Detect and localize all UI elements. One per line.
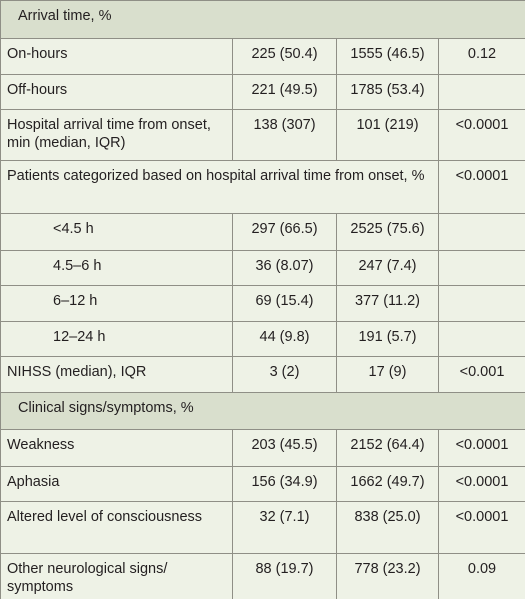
cell-value: 138 (307) bbox=[233, 110, 337, 161]
table-row-sub bbox=[1, 322, 525, 357]
table-row bbox=[1, 467, 525, 502]
cell-value: 69 (15.4) bbox=[233, 286, 337, 322]
cell-value: 1785 (53.4) bbox=[337, 75, 439, 110]
cell-value: <0.0001 bbox=[439, 467, 525, 502]
table-row bbox=[1, 110, 525, 161]
cell-value: 225 (50.4) bbox=[233, 39, 337, 75]
table-row-spanning bbox=[1, 161, 525, 214]
row-label: On-hours bbox=[1, 39, 233, 75]
cell-value: 297 (66.5) bbox=[233, 214, 337, 251]
cell-value: <0.0001 bbox=[439, 430, 525, 467]
section-row-arrival-time bbox=[1, 1, 525, 39]
row-label: 4.5–6 h bbox=[1, 251, 233, 286]
row-label: Weakness bbox=[1, 430, 233, 467]
table-row-sub bbox=[1, 251, 525, 286]
row-label: <4.5 h bbox=[1, 214, 233, 251]
section-row-clinical-signs bbox=[1, 393, 525, 430]
cell-value bbox=[439, 214, 525, 251]
cell-value: <0.0001 bbox=[439, 502, 525, 554]
cell-value: <0.001 bbox=[439, 357, 525, 393]
cell-value: 1555 (46.5) bbox=[337, 39, 439, 75]
cell-value: <0.0001 bbox=[439, 161, 525, 214]
cell-value: 203 (45.5) bbox=[233, 430, 337, 467]
cell-value: 191 (5.7) bbox=[337, 322, 439, 357]
cell-value: 101 (219) bbox=[337, 110, 439, 161]
cell-value bbox=[439, 322, 525, 357]
row-label: 12–24 h bbox=[1, 322, 233, 357]
cell-value: 778 (23.2) bbox=[337, 554, 439, 599]
cell-value: 2525 (75.6) bbox=[337, 214, 439, 251]
row-label: Patients categorized based on hospital arrival time from onset, % bbox=[1, 161, 439, 214]
section-label: Arrival time, % bbox=[1, 1, 525, 39]
cell-value bbox=[439, 286, 525, 322]
cell-value: 88 (19.7) bbox=[233, 554, 337, 599]
cell-value: 17 (9) bbox=[337, 357, 439, 393]
section-label: Clinical signs/symptoms, % bbox=[1, 393, 525, 430]
cell-value: 377 (11.2) bbox=[337, 286, 439, 322]
row-label: Altered level of consciousness bbox=[1, 502, 233, 554]
cell-value: 1662 (49.7) bbox=[337, 467, 439, 502]
cell-value: <0.0001 bbox=[439, 110, 525, 161]
cell-value: 838 (25.0) bbox=[337, 502, 439, 554]
row-label: Other neurological signs/ symptoms bbox=[1, 554, 233, 599]
cell-value: 221 (49.5) bbox=[233, 75, 337, 110]
cell-value: 156 (34.9) bbox=[233, 467, 337, 502]
row-label: Hospital arrival time from onset, min (median, IQR) bbox=[1, 110, 233, 161]
cell-value: 0.09 bbox=[439, 554, 525, 599]
table-row-sub bbox=[1, 286, 525, 322]
table-row bbox=[1, 39, 525, 75]
row-label: Aphasia bbox=[1, 467, 233, 502]
table-row bbox=[1, 554, 525, 599]
row-label: 6–12 h bbox=[1, 286, 233, 322]
cell-value: 32 (7.1) bbox=[233, 502, 337, 554]
cell-value: 247 (7.4) bbox=[337, 251, 439, 286]
row-label: NIHSS (median), IQR bbox=[1, 357, 233, 393]
table-row bbox=[1, 502, 525, 554]
table-row bbox=[1, 75, 525, 110]
cell-value: 3 (2) bbox=[233, 357, 337, 393]
row-label: Off-hours bbox=[1, 75, 233, 110]
cell-value: 36 (8.07) bbox=[233, 251, 337, 286]
cell-value: 0.12 bbox=[439, 39, 525, 75]
cell-value: 44 (9.8) bbox=[233, 322, 337, 357]
table-row bbox=[1, 357, 525, 393]
cell-value bbox=[439, 251, 525, 286]
table-row-sub bbox=[1, 214, 525, 251]
table-row bbox=[1, 430, 525, 467]
cell-value bbox=[439, 75, 525, 110]
cell-value: 2152 (64.4) bbox=[337, 430, 439, 467]
